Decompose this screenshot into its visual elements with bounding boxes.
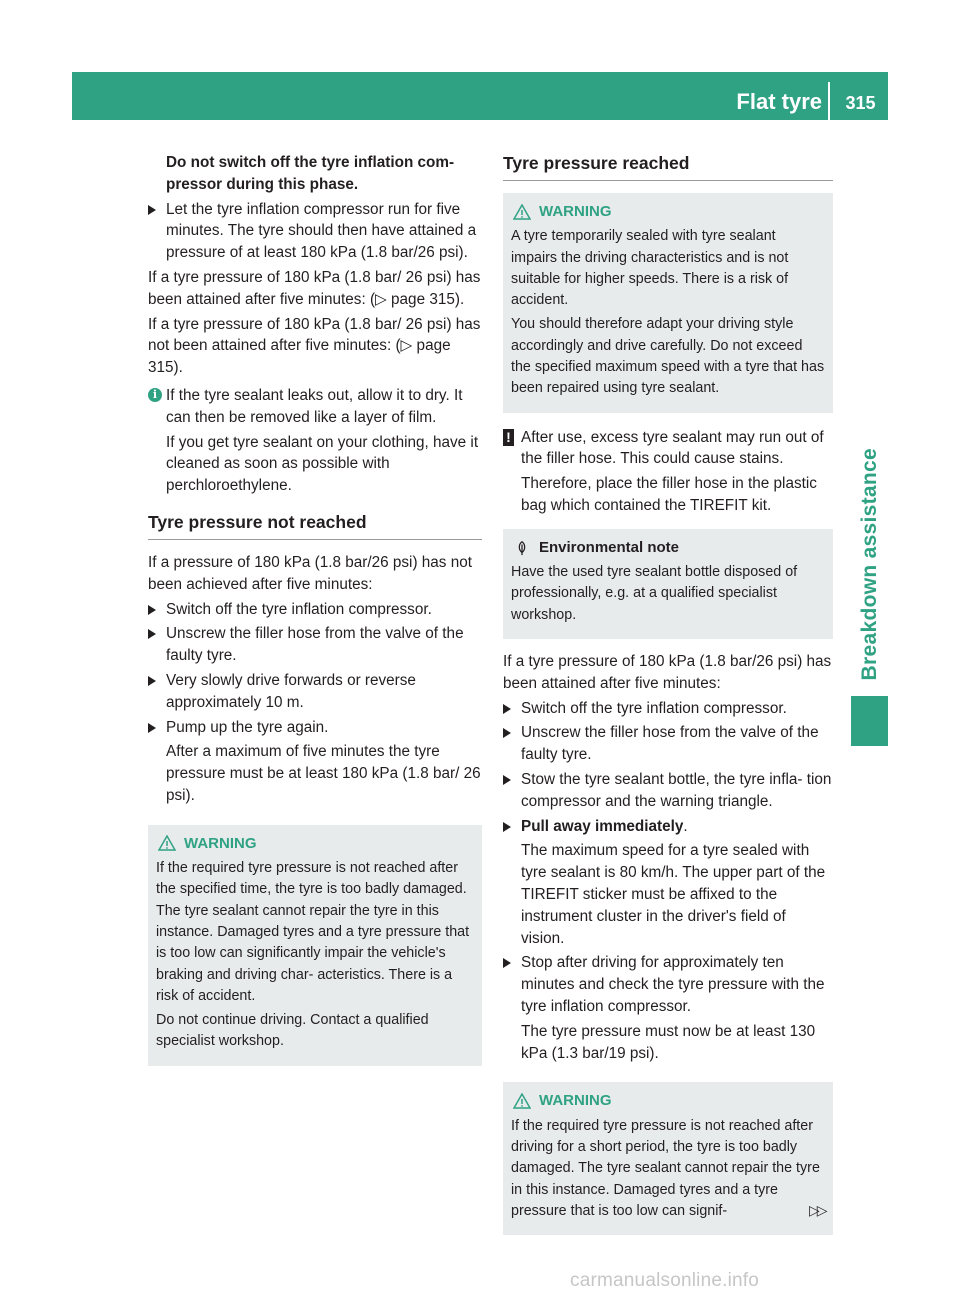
step-item [148, 623, 482, 667]
step-text: Stow the tyre sealant bottle, the tyre infla- tion compressor and the warning triangle. [521, 771, 832, 810]
side-tab-label: Breakdown assistance [857, 447, 881, 680]
step-arrow-icon [148, 605, 156, 615]
step-arrow-icon [503, 958, 511, 968]
section-heading: Tyre pressure reached [503, 152, 833, 181]
continue-arrows-icon: ▷▷ [809, 1202, 825, 1218]
warning-triangle-icon [158, 835, 176, 851]
step-text: Let the tyre inflation compressor run for five minutes. The tyre should then have attained a pressure of at least 180 kPa (1.8 bar/26 psi). [166, 200, 477, 262]
section-heading: Tyre pressure not reached [148, 511, 482, 540]
page-title: Flat tyre [736, 89, 822, 114]
environment-label: Environmental note [539, 538, 680, 556]
side-tab-marker [851, 696, 888, 746]
step-note: The tyre pressure must now be at least 130 kPa (1.3 bar/19 psi). [521, 1022, 816, 1062]
warning-title [511, 1090, 825, 1111]
step-text-bold: Pull away immediately [521, 817, 684, 835]
step-text: Unscrew the filler hose from the valve of the faulty tyre. [166, 625, 464, 665]
step-item [503, 698, 833, 720]
step-item [503, 769, 833, 813]
paragraph: If a tyre pressure of 180 kPa (1.8 bar/ 26 psi) has been attained after five minutes: (▷ page 315). [148, 268, 481, 308]
step-text: Switch off the tyre inflation compressor. [521, 699, 787, 717]
note-text: Therefore, place the filler hose in the plastic bag which contained the TIREFIT kit. [521, 475, 817, 515]
warning-box [148, 825, 482, 1066]
leaf-icon [513, 540, 531, 556]
step-item [148, 717, 482, 739]
exclamation-icon: ! [503, 429, 514, 446]
step-note: After a maximum of five minutes the tyre pressure must be at least 180 kPa (1.8 bar/ 26 psi). [166, 743, 481, 804]
warning-triangle-icon [513, 1093, 531, 1109]
info-note [148, 385, 482, 497]
intro-instruction: Do not switch off the tyre inflation com- pressor during this phase. [166, 154, 455, 193]
header-divider [828, 82, 830, 120]
warning-label: WARNING [184, 834, 257, 852]
paragraph: If a pressure of 180 kPa (1.8 bar/26 psi) has not been achieved after five minutes: [148, 553, 472, 593]
warning-text: If the required tyre pressure is not reached after the specified time, the tyre is too badly damaged. The tyre sealant cannot repair the tyre in this instance. Damaged tyres and a tyre pressure that is too low can significantly impair the vehicle's braking and driving char- acteristics. There is a risk of accident. [156, 860, 470, 1004]
environment-box [503, 529, 833, 639]
section-side-tab [851, 120, 888, 680]
step-item [148, 199, 482, 264]
step-note: The maximum speed for a tyre sealed with tyre sealant is 80 km/h. The upper part of the TIREFIT sticker must be affixed to the instrument cluster in the driver's field of vision. [521, 842, 826, 947]
warning-title [156, 833, 474, 854]
info-text: If you get tyre sealant on your clothing, have it cleaned as soon as possible with perchloroethylene. [166, 433, 479, 495]
step-arrow-icon [503, 775, 511, 785]
warning-title [511, 201, 825, 222]
header-bar [72, 72, 888, 120]
page-number: 315 [845, 93, 876, 113]
left-column [148, 152, 482, 1066]
step-arrow-icon [148, 676, 156, 686]
step-text: Very slowly drive forwards or reverse approximately 10 m. [166, 671, 416, 711]
caution-note [503, 427, 833, 517]
right-column [503, 152, 833, 1235]
step-arrow-icon [503, 728, 511, 738]
step-arrow-icon [503, 822, 511, 832]
step-arrow-icon [148, 205, 156, 215]
warning-label: WARNING [539, 203, 612, 220]
environment-text: Have the used tyre sealant bottle disposed of professionally, e.g. at a qualified specialist workshop. [511, 564, 798, 623]
warning-text: You should therefore adapt your driving style accordingly and drive carefully. Do not exceed the specified maximum speed with a tyre that has been repaired using tyre sealant. [511, 316, 825, 397]
environment-title [511, 537, 825, 558]
warning-label: WARNING [539, 1092, 612, 1110]
warning-box [503, 1082, 833, 1235]
step-text: Switch off the tyre inflation compressor. [166, 600, 432, 618]
paragraph: If a tyre pressure of 180 kPa (1.8 bar/26 psi) has been attained after five minutes: [503, 653, 832, 692]
warning-text: A tyre temporarily sealed with tyre sealant impairs the driving characteristics and is not suitable for higher speeds. There is a risk of accident. [511, 228, 789, 309]
warning-triangle-icon [513, 204, 531, 220]
step-text: Pump up the tyre again. [166, 718, 329, 736]
step-text: Unscrew the filler hose from the valve of the faulty tyre. [521, 724, 819, 764]
warning-text: Do not continue driving. Contact a qualified specialist workshop. [156, 1012, 429, 1050]
info-icon: i [148, 388, 162, 402]
step-arrow-icon [503, 704, 511, 714]
paragraph: If a tyre pressure of 180 kPa (1.8 bar/ 26 psi) has not been attained after five minutes: (▷ page 315). [148, 315, 481, 377]
step-text-period: . [683, 817, 688, 835]
note-text: After use, excess tyre sealant may run out of the filler hose. This could cause stains. [521, 428, 824, 468]
step-item [148, 670, 482, 714]
step-arrow-icon [148, 629, 156, 639]
step-text: Stop after driving for approximately ten minutes and check the tyre pressure with the tyre inflation compressor. [521, 954, 825, 1015]
step-item [503, 722, 833, 766]
step-item [503, 816, 833, 838]
warning-text: If the required tyre pressure is not reached after driving for a short period, the tyre is too badly damaged. The tyre sealant cannot repair the tyre in this instance. Damaged tyres and a tyre pressure that is too low can signif- [511, 1117, 820, 1219]
warning-box [503, 193, 833, 413]
watermark: carmanualsonline.info [570, 1270, 760, 1291]
step-arrow-icon [148, 723, 156, 733]
step-item [148, 599, 482, 621]
info-text: If the tyre sealant leaks out, allow it to dry. It can then be removed like a layer of film. [166, 386, 463, 426]
step-item [503, 952, 833, 1017]
